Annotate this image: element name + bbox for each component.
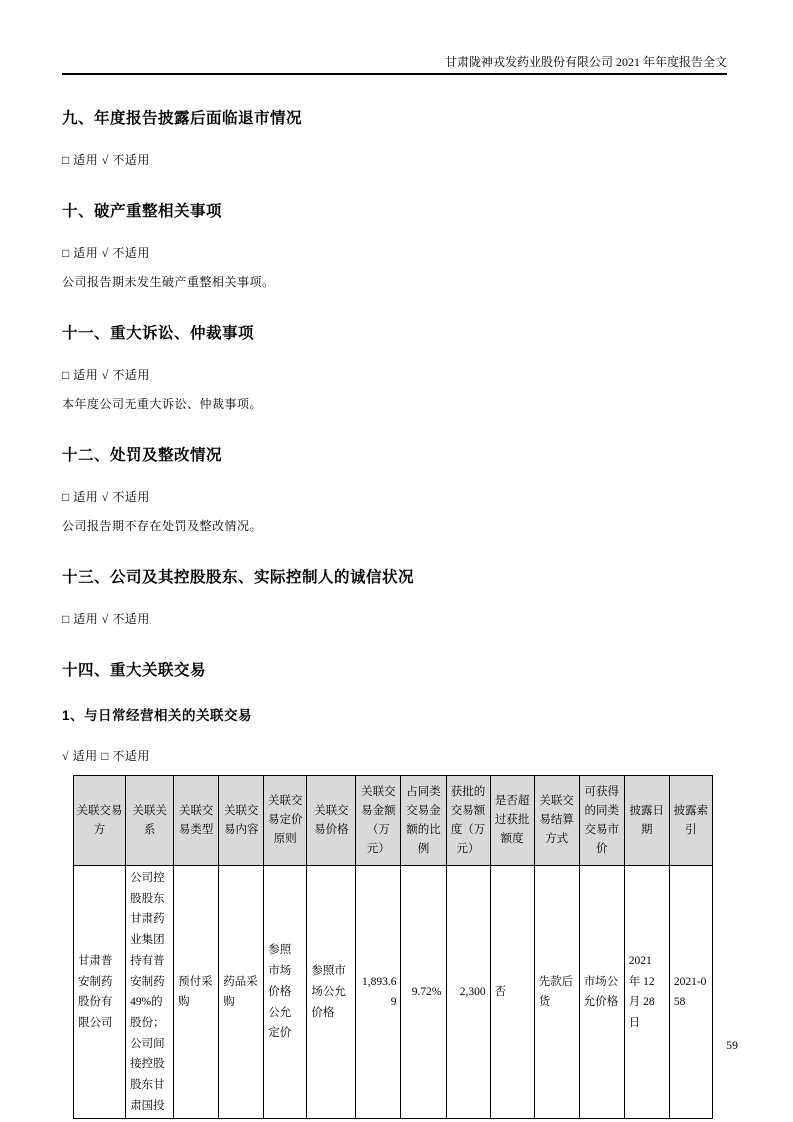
cell-disclosure-index: 2021-058 — [669, 866, 712, 1119]
col-header-disclosure-index: 披露索引 — [669, 776, 712, 866]
cell-party: 甘肃普安制药股份有限公司 — [74, 866, 126, 1119]
col-header-settlement: 关联交易结算方式 — [534, 776, 579, 866]
page-number: 59 — [726, 1038, 738, 1052]
section-11-body: 本年度公司无重大诉讼、仲裁事项。 — [62, 397, 263, 411]
col-header-amount: 关联交易金额（万元） — [356, 776, 401, 866]
section-12-heading: 十二、处罚及整改情况 — [62, 447, 223, 464]
col-header-exceeds-quota: 是否超过获批额度 — [490, 776, 534, 866]
table-data-row — [74, 866, 713, 1119]
section-14-heading: 十四、重大关联交易 — [62, 662, 207, 679]
section-9-applicability: □ 适用 √ 不适用 — [62, 153, 150, 167]
cell-proportion: 9.72% — [401, 866, 446, 1119]
col-header-pricing-principle: 关联交易定价原则 — [264, 776, 307, 866]
section-10-heading: 十、破产重整相关事项 — [62, 203, 223, 220]
cell-pricing-principle: 参照市场价格公允定价 — [264, 866, 307, 1119]
section-13-applicability: □ 适用 √ 不适用 — [62, 612, 150, 626]
related-party-transactions-table — [73, 775, 713, 1119]
section-12-applicability: □ 适用 √ 不适用 — [62, 490, 150, 504]
section-11-applicability: □ 适用 √ 不适用 — [62, 368, 150, 382]
section-13-heading: 十三、公司及其控股股东、实际控制人的诚信状况 — [62, 569, 415, 586]
col-header-content: 关联交易内容 — [219, 776, 264, 866]
cell-disclosure-date: 2021 年 12 月 28 日 — [624, 866, 669, 1119]
col-header-market-price: 可获得的同类交易市价 — [579, 776, 624, 866]
section-10-body: 公司报告期未发生破产重整相关事项。 — [62, 275, 275, 289]
cell-content: 药品采购 — [219, 866, 264, 1119]
cell-type: 预付采购 — [174, 866, 219, 1119]
cell-settlement: 先款后货 — [534, 866, 579, 1119]
col-header-approved-quota: 获批的交易额度（万元） — [446, 776, 490, 866]
section-14-subheading: 1、与日常经营相关的关联交易 — [62, 708, 253, 723]
cell-approved-quota: 2,300 — [446, 866, 490, 1119]
cell-price: 参照市场公允价格 — [307, 866, 356, 1119]
col-header-proportion: 占同类交易金额的比例 — [401, 776, 446, 866]
section-14-applicability: √ 适用 □ 不适用 — [62, 749, 150, 763]
cell-amount: 1,893.69 — [356, 866, 401, 1119]
col-header-disclosure-date: 披露日期 — [624, 776, 669, 866]
cell-market-price: 市场公允价格 — [579, 866, 624, 1119]
col-header-price: 关联交易价格 — [307, 776, 356, 866]
col-header-relationship: 关联关系 — [126, 776, 174, 866]
running-header-title: 甘肃陇神戎发药业股份有限公司 2021 年年度报告全文 — [62, 55, 727, 75]
cell-exceeds-quota: 否 — [490, 866, 534, 1119]
cell-relationship: 公司控股股东甘肃药业集团持有普安制药49%的股份；公司间接控股股东甘肃国投 — [126, 866, 174, 1119]
section-12-body: 公司报告期不存在处罚及整改情况。 — [62, 519, 263, 533]
section-9-heading: 九、年度报告披露后面临退市情况 — [62, 110, 303, 127]
section-10-applicability: □ 适用 √ 不适用 — [62, 246, 150, 260]
table-header-row — [74, 776, 713, 866]
section-11-heading: 十一、重大诉讼、仲裁事项 — [62, 325, 255, 342]
col-header-type: 关联交易类型 — [174, 776, 219, 866]
col-header-party: 关联交易方 — [74, 776, 126, 866]
